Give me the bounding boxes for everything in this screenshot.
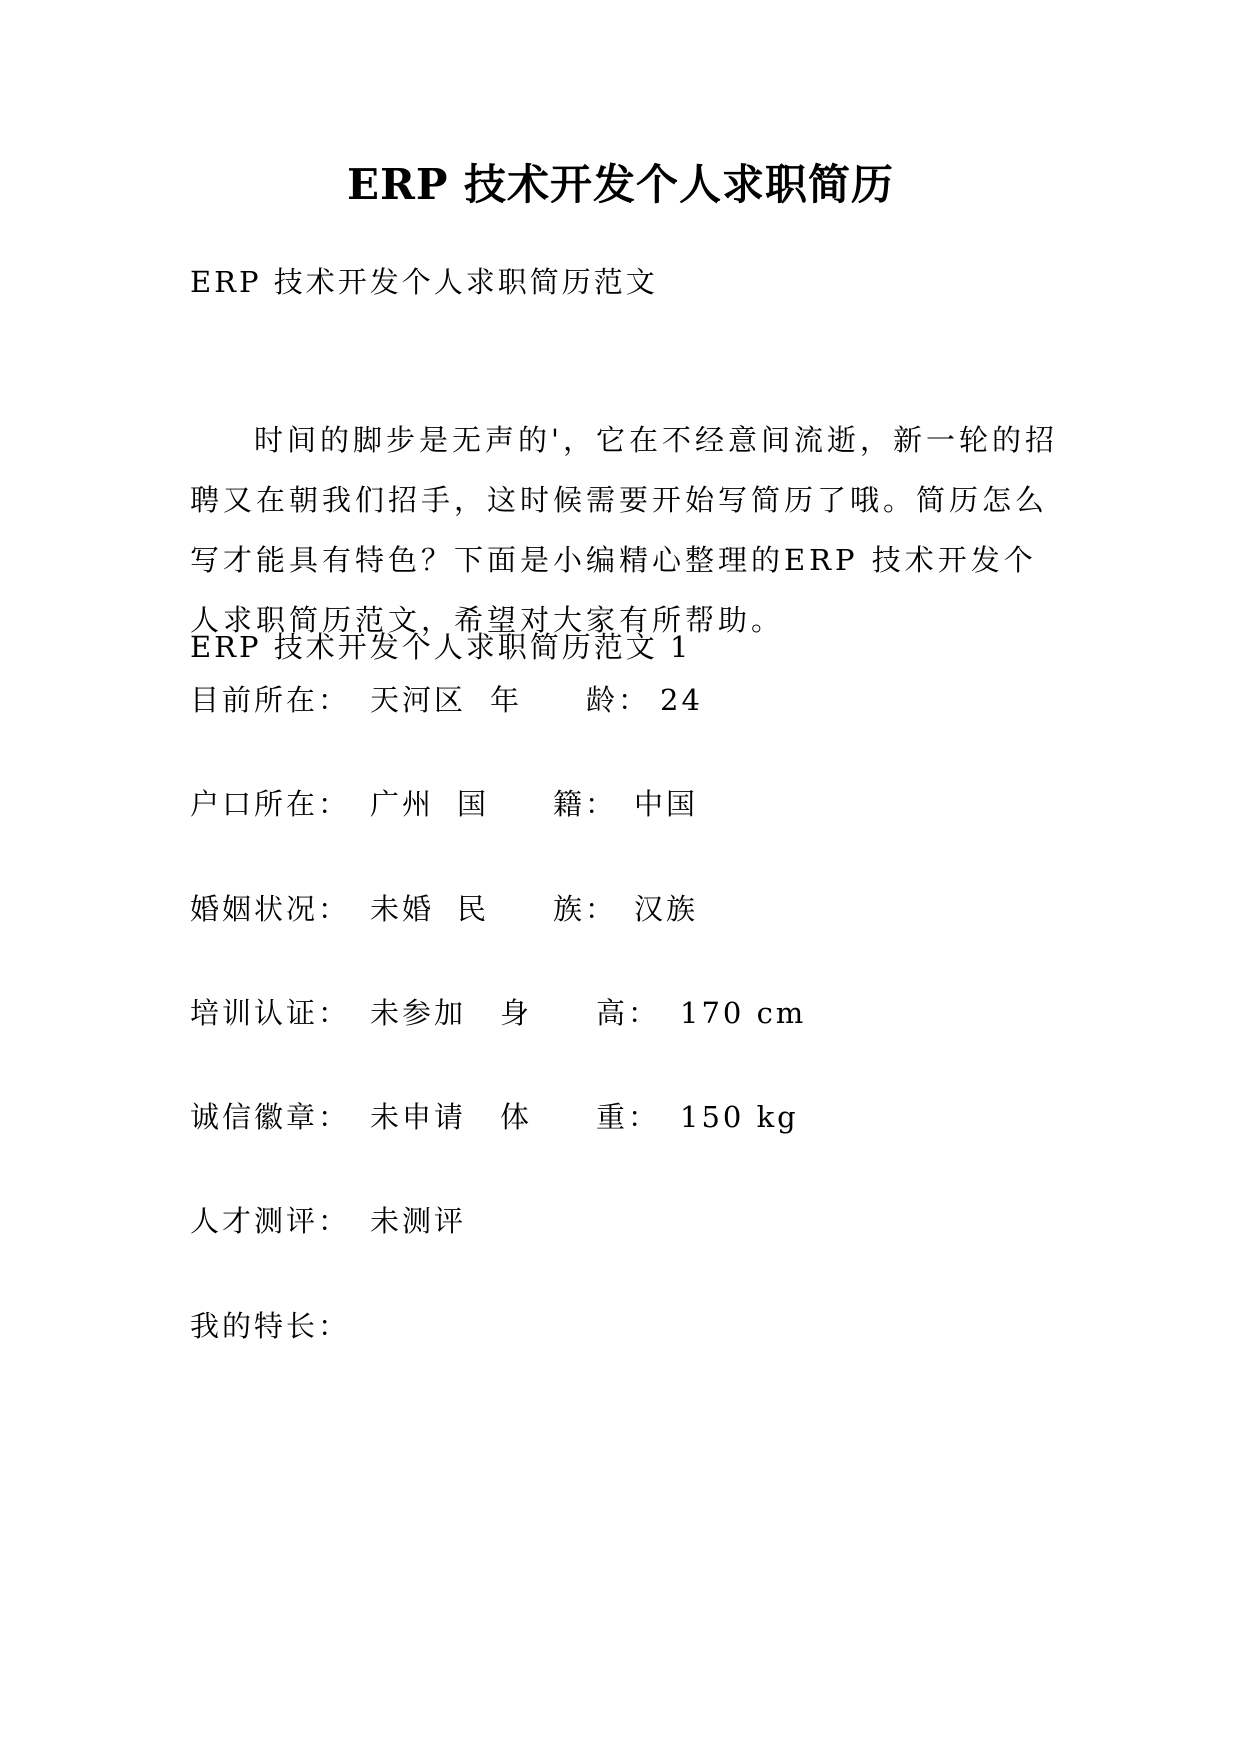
value-age: 24 <box>660 683 703 717</box>
label-integrity-badge: 诚信徽章： <box>190 1100 351 1134</box>
value-ethnicity: 汉族 <box>634 892 699 926</box>
label-weight: 体 重： <box>500 1100 661 1134</box>
value-weight: 150 kg <box>680 1100 799 1134</box>
intro-paragraph: 时间的脚步是无声的'，它在不经意间流逝，新一轮的招聘又在朝我们招手，这时候需要开始写简历了哦。简历怎么写才能具有特色？下面是小编精心整理的ERP 技术开发个人求职简历范文，希望对大家有所帮助。 <box>190 423 1058 637</box>
label-marital-status: 婚姻状况： <box>190 892 351 926</box>
value-training: 未参加 <box>370 996 467 1030</box>
value-nationality: 中国 <box>634 787 699 821</box>
value-height: 170 cm <box>680 996 807 1030</box>
label-training: 培训认证： <box>190 996 351 1030</box>
value-hukou: 广州 <box>370 787 435 821</box>
section-heading: ERP 技术开发个人求职简历范文 1 <box>190 630 692 664</box>
value-current-location: 天河区 <box>370 683 467 717</box>
value-talent-assessment: 未测评 <box>370 1204 467 1238</box>
label-nationality: 国 籍： <box>457 787 618 821</box>
label-specialties: 我的特长： <box>190 1309 351 1343</box>
label-age: 年 龄： <box>490 683 651 717</box>
label-talent-assessment: 人才测评： <box>190 1204 351 1238</box>
document-subtitle: ERP 技术开发个人求职简历范文 <box>190 265 658 299</box>
label-hukou: 户口所在： <box>190 787 351 821</box>
label-ethnicity: 民 族： <box>457 892 618 926</box>
value-integrity-badge: 未申请 <box>370 1100 467 1134</box>
document-title: ERP 技术开发个人求职简历 <box>346 160 895 209</box>
label-height: 身 高： <box>500 996 661 1030</box>
value-marital-status: 未婚 <box>370 892 435 926</box>
label-current-location: 目前所在： <box>190 683 351 717</box>
